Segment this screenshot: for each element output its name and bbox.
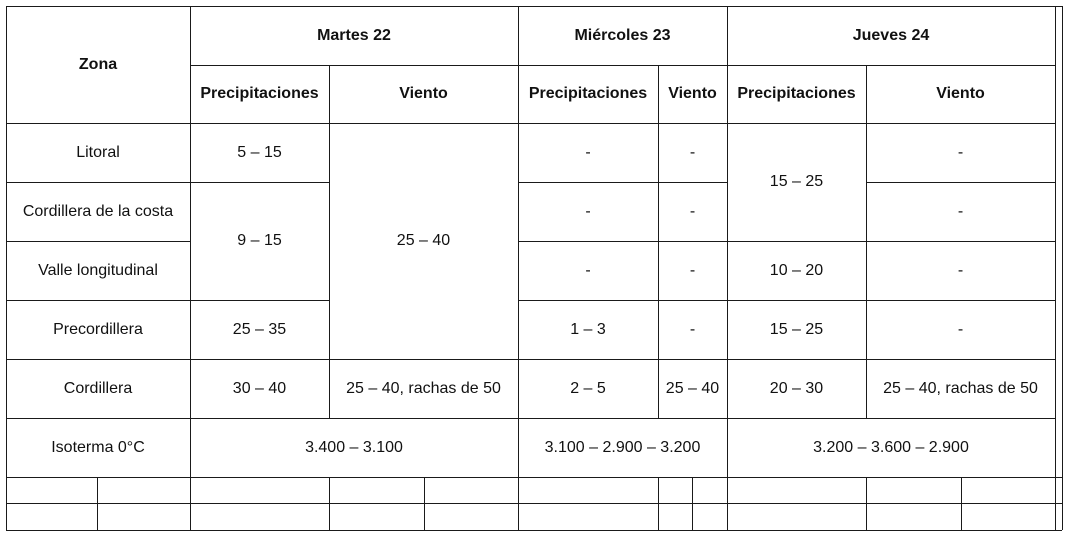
jueves-precip-cell: 20 – 30 (769, 379, 824, 397)
zona-cell: Cordillera (63, 379, 133, 397)
isoterma-jueves: 3.200 – 3.600 – 2.900 (813, 438, 969, 456)
miercoles-viento-cell: - (689, 202, 696, 220)
zona-cell: Cordillera de la costa (22, 202, 174, 220)
subheader-martes-viento: Viento (399, 85, 448, 102)
miercoles-viento-cell: 25 – 40 (665, 379, 720, 397)
martes-viento-cell: 25 – 40, rachas de 50 (346, 379, 501, 397)
jueves-precip-cell: 15 – 25 (769, 320, 824, 338)
jueves-viento-cell: - (957, 320, 964, 338)
zona-cell: Precordillera (53, 320, 143, 338)
day-header-martes: Martes 22 (317, 26, 391, 44)
miercoles-precip-cell: - (585, 143, 591, 161)
isoterma-martes: 3.400 – 3.100 (305, 438, 403, 456)
jueves-viento-cell: 25 – 40, rachas de 50 (883, 379, 1038, 397)
jueves-viento-cell: - (957, 261, 964, 279)
miercoles-precip-cell: - (585, 202, 591, 220)
martes-precip-cell: 30 – 40 (232, 379, 287, 397)
jueves-precip-merged-cell: 15 – 25 (769, 173, 824, 190)
zona-header: Zona (78, 55, 118, 73)
jueves-viento-cell: - (957, 143, 964, 161)
miercoles-viento-cell: - (689, 143, 696, 161)
isoterma-miercoles: 3.100 – 2.900 – 3.200 (544, 438, 701, 456)
martes-precip-merged-cell: 9 – 15 (237, 232, 282, 249)
zona-cell: Valle longitudinal (38, 261, 158, 279)
subheader-miercoles-viento: Viento (668, 85, 717, 102)
miercoles-viento-cell: - (689, 320, 696, 338)
miercoles-precip-cell: - (585, 261, 591, 279)
subheader-martes-precipitaciones: Precipitaciones (200, 85, 319, 102)
jueves-precip-cell: 10 – 20 (769, 261, 824, 279)
martes-precip-cell: 5 – 15 (237, 143, 282, 161)
subheader-jueves-viento: Viento (936, 85, 985, 102)
miercoles-precip-cell: 2 – 5 (570, 379, 606, 397)
day-header-jueves: Jueves 24 (852, 26, 930, 44)
jueves-viento-cell: - (957, 202, 964, 220)
martes-viento-merged-cell: 25 – 40 (396, 232, 451, 249)
subheader-jueves-precipitaciones: Precipitaciones (737, 85, 856, 102)
zona-cell: Litoral (76, 143, 120, 161)
miercoles-viento-cell: - (689, 261, 696, 279)
isoterma-label: Isoterma 0°C (51, 438, 145, 456)
miercoles-precip-cell: 1 – 3 (570, 320, 606, 338)
martes-precip-cell: 25 – 35 (232, 320, 287, 338)
subheader-miercoles-precipitaciones: Precipitaciones (528, 85, 648, 102)
day-header-miercoles: Miércoles 23 (574, 26, 671, 44)
